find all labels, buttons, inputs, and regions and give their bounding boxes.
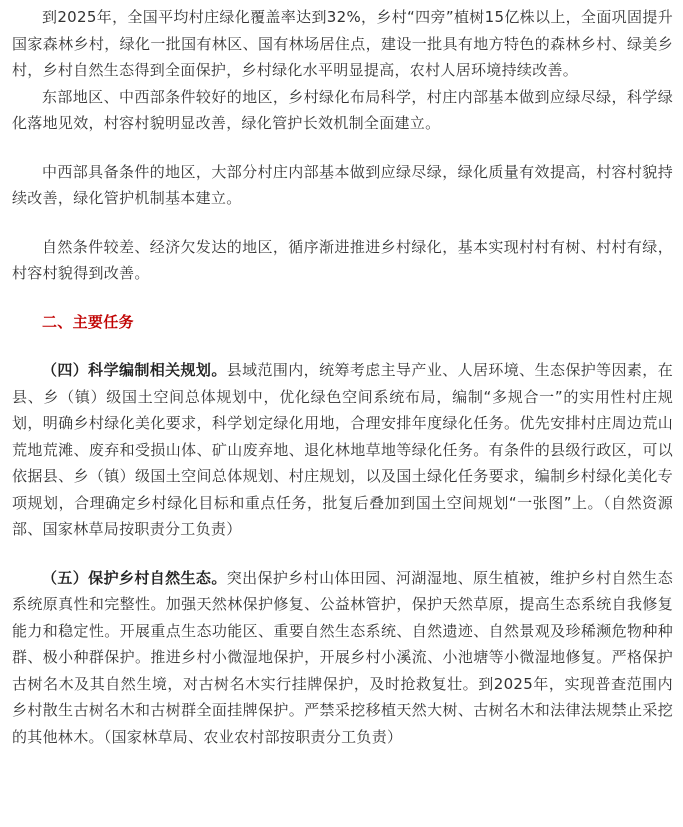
- task-ecology-body: 突出保护乡村山体田园、河湖湿地、原生植被，维护乡村自然生态系统原真性和完整性。加强天然林保护修复、公益林管护，保护天然草原，提高生态系统自我修复能力和稳定性。开展重点生态功能区、重要自然生态系统、自然遗迹、自然景观及珍稀濒危物种种群、极小种群保护。推进乡村小微湿地保护，开展乡村小溪流、小池塘等小微湿地修复。严格保护古树名木及其自然生境，对古树名木实行挂牌保护，及时抢救复壮。到2025年，实现普查范围内乡村散生古树名木和古树群全面挂牌保护。严禁采挖移植天然大树、古树名木和法律法规禁止采挖的其他林木。（国家林草局、农业农村部按职责分工负责）: [12, 568, 674, 746]
- task-planning-title: （四）科学编制相关规划。: [42, 361, 227, 379]
- paragraph-task-planning: [12, 357, 673, 543]
- section-heading-main-tasks: 二、主要任务: [42, 312, 134, 331]
- paragraph-goals-2025: 到2025年，全国平均村庄绿化覆盖率达到32%，乡村“四旁”植树15亿株以上，全面巩固提升国家森林乡村，绿化一批国有林区、国有林场居住点，建设一批具有地方特色的森林乡村、绿美乡村，乡村自然生态得到全面保护，乡村绿化水平明显提高，农村人居环境持续改善。: [12, 8, 673, 79]
- paragraph-task-ecology: [12, 565, 673, 751]
- paragraph-central-western-regions: 中西部具备条件的地区，大部分村庄内部基本做到应绿尽绿，绿化质量有效提高，村容村貌持续改善，绿化管护机制基本建立。: [12, 162, 673, 207]
- paragraph-underdeveloped-regions: 自然条件较差、经济欠发达的地区，循序渐进推进乡村绿化，基本实现村村有树、村村有绿，村容村貌得到改善。: [12, 237, 673, 282]
- task-ecology-title: （五）保护乡村自然生态。: [42, 568, 227, 587]
- task-planning-body: 县域范围内，统筹考虑主导产业、人居环境、生态保护等因素，在县、乡（镇）级国土空间总体规划中，优化绿色空间系统布局，编制“多规合一”的实用性村庄规划，明确乡村绿化美化要求，科学划定绿化用地，合理安排年度绿化任务。优先安排村庄周边荒山荒地荒滩、废弃和受损山体、矿山废弃地、退化林地草地等绿化任务。有条件的县级行政区，可以依据县、乡（镇）级国土空间总体规划、村庄规划，以及国土绿化任务要求，编制乡村绿化美化专项规划，合理确定乡村绿化目标和重点任务，批复后叠加到国土空间规划“一张图”上。（自然资源部、国家林草局按职责分工负责）: [12, 361, 674, 538]
- paragraph-eastern-regions: 东部地区、中西部条件较好的地区，乡村绿化布局科学，村庄内部基本做到应绿尽绿，科学绿化落地见效，村容村貌明显改善，绿化管护长效机制全面建立。: [12, 87, 673, 132]
